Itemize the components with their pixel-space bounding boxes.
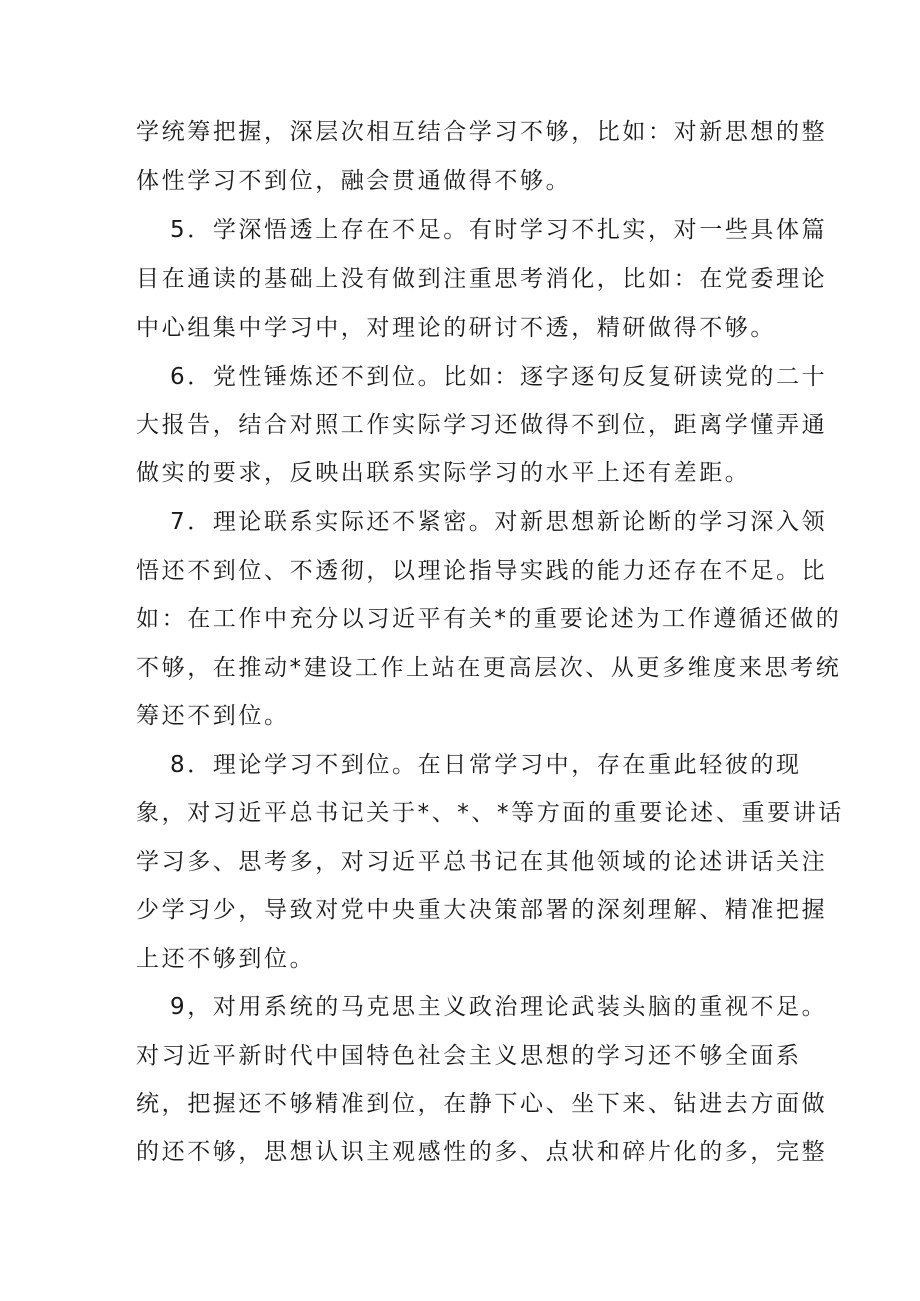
text-line: 的还不够，思想认识主观感性的多、点状和碎片化的多，完整 <box>136 1139 828 1165</box>
text-line: 筹还不到位。 <box>136 703 290 729</box>
text-line: 体性学习不到位，融会贯通做得不够。 <box>136 168 572 194</box>
text-line: 少学习少，导致对党中央重大决策部署的深刻理解、精准把握 <box>136 897 828 923</box>
text-line: 对习近平新时代中国特色社会主义思想的学习还不够全面系 <box>136 1043 802 1069</box>
text-line: 做实的要求，反映出联系实际学习的水平上还有差距。 <box>136 460 751 486</box>
text-line: 中心组集中学习中，对理论的研讨不透，精研做得不够。 <box>136 315 776 341</box>
text-line: 上还不够到位。 <box>136 946 316 972</box>
paragraph-7-start: 7．理论联系实际还不紧密。对新思想新论断的学习深入领 <box>170 509 828 535</box>
text-line: 大报告，结合对照工作实际学习还做得不到位，距离学懂弄通 <box>136 412 828 438</box>
text-line: 悟还不到位、不透彻，以理论指导实践的能力还存在不足。比 <box>136 558 828 584</box>
text-line: 学统筹把握，深层次相互结合学习不够，比如：对新思想的整 <box>136 119 828 145</box>
paragraph-9-start: 9，对用系统的马克思主义政治理论武装头脑的重视不足。 <box>170 994 828 1020</box>
text-line: 象，对习近平总书记关于*、*、*等方面的重要论述、重要讲话 <box>136 800 844 826</box>
paragraph-6-start: 6．党性锤炼还不到位。比如：逐字逐句反复研读党的二十 <box>170 364 828 390</box>
paragraph-5-start: 5．学深悟透上存在不足。有时学习不扎实，对一些具体篇 <box>170 217 828 243</box>
text-line: 不够，在推动*建设工作上站在更高层次、从更多维度来思考统 <box>136 655 842 681</box>
paragraph-8-start: 8．理论学习不到位。在日常学习中，存在重此轻彼的现 <box>170 752 802 778</box>
text-line: 目在通读的基础上没有做到注重思考消化，比如：在党委理论 <box>136 266 828 292</box>
text-line: 如：在工作中充分以习近平有关*的重要论述为工作遵循还做的 <box>136 606 842 632</box>
text-line: 学习多、思考多，对习近平总书记在其他领域的论述讲话关注 <box>136 849 828 875</box>
text-line: 统，把握还不够精准到位，在静下心、坐下来、钻进去方面做 <box>136 1091 828 1117</box>
